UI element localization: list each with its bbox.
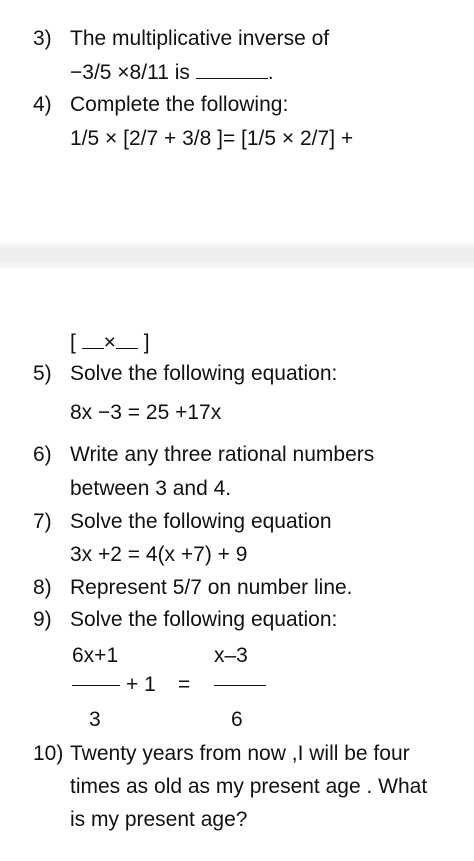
answer-blank-2 xyxy=(116,348,138,349)
question-10-text-line3: is my present age? xyxy=(70,808,248,831)
worksheet-page-top xyxy=(0,0,474,240)
times-sign: × xyxy=(103,331,116,354)
question-8-text: Represent 5/7 on number line. xyxy=(70,576,353,599)
page-break xyxy=(0,240,474,270)
question-4-continuation xyxy=(70,330,150,356)
plus-one: + 1 xyxy=(126,673,156,696)
question-4-text-line1: Complete the following: xyxy=(70,93,289,116)
question-3-expression: −3/5 ×8/11 is xyxy=(70,61,196,84)
question-7-text: Solve the following equation xyxy=(70,510,332,533)
answer-blank-1 xyxy=(82,348,104,349)
rhs-denominator: 6 xyxy=(231,708,243,731)
question-6-text-line2: between 3 and 4. xyxy=(70,477,232,500)
question-5-equation: 8x −3 = 25 +17x xyxy=(70,401,222,424)
question-7-equation: 3x +2 = 4(x +7) + 9 xyxy=(70,543,248,566)
question-9-number: 9) xyxy=(33,608,52,631)
equals-sign: = xyxy=(178,673,191,696)
lhs-denominator: 3 xyxy=(89,708,101,731)
lhs-fraction-bar xyxy=(72,685,120,686)
question-3-text-line1: The multiplicative inverse of xyxy=(70,27,330,50)
lhs-numerator: 6x+1 xyxy=(72,644,119,667)
question-10-text-line1: Twenty years from now ,I will be four xyxy=(70,742,410,765)
rhs-fraction-bar xyxy=(214,685,266,686)
worksheet-page-bottom xyxy=(0,270,474,861)
question-6-text-line1: Write any three rational numbers xyxy=(70,443,375,466)
question-5-text: Solve the following equation: xyxy=(70,362,338,385)
question-6-number: 6) xyxy=(33,443,52,466)
question-3-text-line2 xyxy=(70,60,274,86)
question-4-expression: 1/5 × [2/7 + 3/8 ]= [1/5 × 2/7] + xyxy=(70,127,354,150)
question-3-period: . xyxy=(267,61,274,84)
question-5-number: 5) xyxy=(33,362,52,385)
question-3-number: 3) xyxy=(33,27,52,50)
question-4-number: 4) xyxy=(33,93,52,116)
bracket-open: [ xyxy=(70,331,82,354)
question-10-number: 10) xyxy=(33,742,64,765)
question-7-number: 7) xyxy=(33,510,52,533)
question-9-text: Solve the following equation: xyxy=(70,608,338,631)
question-8-number: 8) xyxy=(33,576,52,599)
question-10-text-line2: times as old as my present age . What xyxy=(70,775,428,798)
answer-blank xyxy=(196,78,268,79)
bracket-close: ] xyxy=(137,331,150,354)
rhs-numerator: x–3 xyxy=(214,644,248,667)
